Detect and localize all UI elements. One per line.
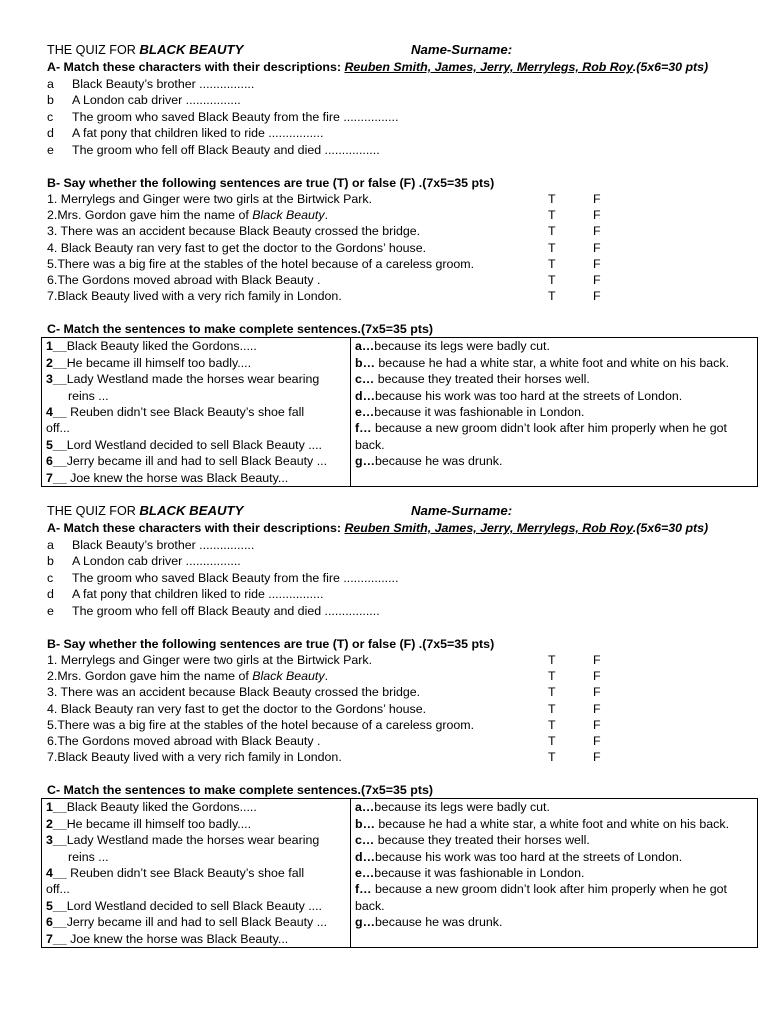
statement — [47, 652, 372, 668]
ending-text: because they treated their horses well. — [374, 372, 590, 387]
ending-letter: b… — [355, 816, 375, 831]
item-description: The groom who saved Black Beauty from the fire ................ — [72, 570, 399, 585]
sentence-ending — [355, 914, 753, 930]
section-a-heading-text: A- Match these characters with their descriptions: — [47, 521, 345, 535]
true-option[interactable]: T — [548, 733, 556, 748]
statement-text: 1. Merrylegs and Ginger were two girls at the Birtwick Park. — [47, 192, 373, 206]
statement — [47, 701, 426, 717]
book-title: BLACK BEAUTY — [139, 42, 244, 57]
sentence-start — [46, 437, 346, 453]
blank-number[interactable]: 7__ — [46, 470, 67, 485]
section-a-characters: Reuben Smith, James, Jerry, Merrylegs, Rob Roy — [344, 521, 633, 535]
false-option[interactable]: F — [593, 272, 601, 287]
statement-end: . — [324, 208, 329, 223]
section-a-characters: Reuben Smith, James, Jerry, Merrylegs, Rob Roy — [344, 60, 633, 74]
list-item — [0, 603, 768, 620]
true-option[interactable]: T — [548, 669, 556, 684]
table-row — [0, 717, 768, 733]
statement-text: 3. There was an accident because Black Beauty crossed the bridge. — [47, 224, 421, 239]
ending-letter: f… — [355, 882, 372, 897]
item-letter: b — [47, 554, 54, 568]
sentence-start-text: He became ill himself too badly.... — [66, 816, 252, 831]
true-option[interactable]: T — [548, 653, 556, 667]
statement-text: 2.Mrs. Gordon gave him the name of — [47, 208, 253, 223]
ending-text: because his work was too hard at the streets of London. — [374, 849, 683, 864]
item-description: Black Beauty’s brother ................ — [72, 76, 255, 91]
true-option[interactable]: T — [548, 240, 556, 255]
statement-text: 6.The Gordons moved abroad with Black Beauty . — [47, 272, 321, 287]
sentence-ending — [355, 355, 753, 371]
matching-table — [41, 798, 758, 948]
spacer — [0, 619, 768, 636]
table-row — [0, 272, 768, 288]
section-a-list — [0, 76, 768, 159]
ending-letter: g… — [355, 454, 375, 469]
sentence-ending — [355, 371, 753, 387]
item-description: A London cab driver ................ — [72, 93, 241, 107]
sentence-start-text: Black Beauty liked the Gordons..... — [66, 339, 257, 354]
sentence-ending — [355, 865, 753, 881]
section-b-list — [0, 652, 768, 765]
item-letter: d — [47, 587, 54, 601]
ending-text: because they treated their horses well. — [374, 833, 590, 848]
false-option[interactable]: F — [593, 208, 601, 223]
sentence-start — [46, 799, 346, 815]
ending-letter: b… — [355, 355, 375, 370]
blank-number[interactable]: 6__ — [46, 915, 67, 930]
item-letter: d — [47, 126, 54, 140]
statement — [47, 240, 426, 256]
true-option[interactable]: T — [548, 272, 556, 287]
false-option[interactable]: F — [593, 240, 601, 255]
sentence-start-text: He became ill himself too badly.... — [66, 355, 252, 370]
item-description: The groom who fell off Black Beauty and died ................ — [72, 603, 380, 618]
statement-text: 5.There was a big fire at the stables of the hotel because of a careless groom. — [47, 717, 475, 732]
section-a-heading — [0, 520, 768, 537]
ending-text: because it was fashionable in London. — [374, 404, 585, 419]
list-item — [0, 109, 768, 126]
statement-text: 7.Black Beauty lived with a very rich family in London. — [47, 750, 342, 765]
statement-text: 7.Black Beauty lived with a very rich family in London. — [47, 289, 342, 304]
table-row — [42, 338, 758, 487]
ending-letter: e… — [355, 865, 375, 880]
sentence-start-continuation: reins ... — [68, 849, 109, 864]
section-a-heading — [0, 59, 768, 76]
true-option[interactable]: T — [548, 750, 556, 765]
sentence-start-text: Reuben didn’t see Black Beauty’s shoe fall — [66, 404, 305, 419]
blank-number[interactable]: 3__ — [46, 833, 67, 848]
item-description: The groom who fell off Black Beauty and died ................ — [72, 142, 380, 157]
false-option[interactable]: F — [593, 717, 601, 732]
blank-number[interactable]: 3__ — [46, 372, 67, 387]
section-c-heading: C- Match the sentences to make complete sentences.(7x5=35 pts) — [47, 782, 433, 797]
ending-letter: f… — [355, 421, 372, 436]
sentence-start — [46, 470, 346, 486]
ending-text: because his work was too hard at the streets of London. — [374, 388, 683, 403]
sentence-start-continuation: reins ... — [68, 388, 109, 403]
item-description: A fat pony that children liked to ride ................ — [72, 587, 324, 601]
blank-number[interactable]: 1__ — [46, 339, 67, 354]
false-option[interactable]: F — [593, 685, 601, 700]
list-item — [0, 125, 768, 142]
quiz-copy-2 — [0, 503, 768, 948]
section-b-list — [0, 191, 768, 304]
table-row — [0, 668, 768, 684]
sentence-start — [46, 898, 346, 914]
statement-text: 2.Mrs. Gordon gave him the name of — [47, 669, 253, 684]
sentence-ending — [355, 816, 753, 832]
false-option[interactable]: F — [593, 733, 601, 748]
table-row — [0, 733, 768, 749]
sentence-ending — [355, 338, 753, 354]
statement — [47, 733, 320, 749]
statement-italic: Black Beauty — [252, 669, 325, 684]
statement — [47, 191, 372, 207]
blank-number[interactable]: 4__ — [46, 404, 67, 419]
ending-letter: g… — [355, 915, 375, 930]
statement-text: 4. Black Beauty ran very fast to get the doctor to the Gordons’ house. — [47, 701, 427, 716]
item-description: The groom who saved Black Beauty from the fire ................ — [72, 109, 399, 124]
table-row — [0, 191, 768, 207]
ending-letter: c… — [355, 372, 375, 387]
title-prefix: THE QUIZ FOR — [47, 504, 140, 518]
statement — [47, 749, 342, 765]
statement — [47, 288, 342, 304]
blank-number[interactable]: 6__ — [46, 454, 67, 469]
sentence-start-text: Lady Westland made the horses wear bearing — [66, 372, 320, 387]
item-description: A London cab driver ................ — [72, 554, 241, 568]
sentence-start-text: Joe knew the horse was Black Beauty... — [66, 931, 289, 946]
false-option[interactable]: F — [593, 653, 601, 667]
true-option[interactable]: T — [548, 256, 556, 271]
list-item — [0, 570, 768, 587]
sentence-start-text: Lord Westland decided to sell Black Beauty .... — [66, 437, 322, 452]
true-option[interactable]: T — [548, 224, 556, 239]
statement — [47, 684, 420, 700]
name-surname-label: Name-Surname: — [411, 503, 513, 518]
blank-number[interactable]: 2__ — [46, 355, 67, 370]
true-option[interactable]: T — [548, 289, 556, 304]
table-row — [0, 288, 768, 304]
section-a-points: .(5x6=30 pts) — [632, 521, 709, 535]
title-row — [0, 503, 768, 520]
sentence-start — [46, 338, 346, 354]
sentence-ending — [355, 453, 753, 469]
statement — [47, 207, 328, 223]
table-row — [0, 684, 768, 700]
ending-text: because a new groom didn’t look after him properly when he got back. — [355, 882, 727, 913]
sentence-start-text: Lady Westland made the horses wear bearing — [66, 833, 320, 848]
statement — [47, 668, 328, 684]
statement-text: 5.There was a big fire at the stables of the hotel because of a careless groom. — [47, 256, 475, 271]
sentence-start — [46, 453, 346, 469]
item-letter: e — [47, 603, 54, 618]
statement-text: 1. Merrylegs and Ginger were two girls at the Birtwick Park. — [47, 653, 373, 667]
sentence-starts-column — [42, 799, 351, 948]
true-option[interactable]: T — [548, 717, 556, 732]
table-row — [42, 799, 758, 948]
ending-letter: a… — [355, 339, 375, 354]
ending-text: because he was drunk. — [374, 915, 503, 930]
table-row — [0, 223, 768, 239]
ending-letter: d… — [355, 388, 375, 403]
false-option[interactable]: F — [593, 750, 601, 765]
sentence-starts-column — [42, 338, 351, 487]
ending-text: because it was fashionable in London. — [374, 865, 585, 880]
true-option[interactable]: T — [548, 208, 556, 223]
title-row — [0, 42, 768, 59]
ending-letter: d… — [355, 849, 375, 864]
sentence-start-text: Jerry became ill and had to sell Black Beauty ... — [66, 915, 328, 930]
sentence-endings-column — [351, 338, 758, 487]
sentence-ending — [355, 881, 753, 914]
list-item — [0, 537, 768, 554]
sentence-start-text: Jerry became ill and had to sell Black Beauty ... — [66, 454, 328, 469]
false-option[interactable]: F — [593, 224, 601, 239]
item-letter: b — [47, 93, 54, 107]
ending-letter: a… — [355, 800, 375, 815]
sentence-start-text: Reuben didn’t see Black Beauty’s shoe fall — [66, 865, 305, 880]
blank-number[interactable]: 2__ — [46, 816, 67, 831]
statement-end: . — [324, 669, 329, 684]
sentence-start-text: Joe knew the horse was Black Beauty... — [66, 470, 289, 485]
item-letter: a — [47, 76, 54, 91]
false-option[interactable]: F — [593, 289, 601, 304]
item-letter: c — [47, 109, 54, 124]
list-item — [0, 586, 768, 603]
statement-text: 4. Black Beauty ran very fast to get the doctor to the Gordons’ house. — [47, 240, 427, 255]
section-b-heading: B- Say whether the following sentences are true (T) or false (F) .(7x5=35 pts) — [47, 175, 495, 190]
statement — [47, 256, 474, 272]
spacer — [0, 158, 768, 175]
quiz-title — [47, 503, 243, 519]
ending-text: because he had a white star, a white foot and white on his back. — [374, 816, 730, 831]
item-letter: c — [47, 570, 54, 585]
list-item — [0, 92, 768, 109]
true-option[interactable]: T — [548, 685, 556, 700]
sentence-start — [46, 816, 346, 832]
sentence-ending — [355, 832, 753, 848]
item-description: A fat pony that children liked to ride ................ — [72, 126, 324, 140]
quiz-title — [47, 42, 243, 58]
book-title: BLACK BEAUTY — [139, 503, 244, 518]
sentence-ending — [355, 404, 753, 420]
ending-letter: e… — [355, 404, 375, 419]
blank-number[interactable]: 1__ — [46, 800, 67, 815]
statement-italic: Black Beauty — [252, 208, 325, 223]
sentence-start — [46, 865, 346, 881]
blank-number[interactable]: 5__ — [46, 437, 67, 452]
blank-number[interactable]: 7__ — [46, 931, 67, 946]
sentence-start — [46, 832, 346, 848]
ending-text: because he was drunk. — [374, 454, 503, 469]
section-a-points: .(5x6=30 pts) — [632, 60, 709, 74]
sentence-start-text: Black Beauty liked the Gordons..... — [66, 800, 257, 815]
false-option[interactable]: F — [593, 256, 601, 271]
table-row — [0, 207, 768, 223]
item-letter: e — [47, 142, 54, 157]
sentence-start — [46, 931, 346, 947]
sentence-start — [46, 404, 346, 420]
table-row — [0, 240, 768, 256]
false-option[interactable]: F — [593, 669, 601, 684]
sentence-start — [46, 914, 346, 930]
list-item — [0, 142, 768, 159]
title-prefix: THE QUIZ FOR — [47, 43, 140, 57]
item-letter: a — [47, 537, 54, 552]
statement-text: 3. There was an accident because Black Beauty crossed the bridge. — [47, 685, 421, 700]
blank-number[interactable]: 5__ — [46, 898, 67, 913]
true-option[interactable]: T — [548, 701, 556, 716]
true-option[interactable]: T — [548, 192, 556, 206]
ending-text: because a new groom didn’t look after him properly when he got back. — [355, 421, 727, 452]
table-row — [0, 256, 768, 272]
sentence-start — [46, 371, 346, 387]
sentence-start — [46, 355, 346, 371]
section-b-heading: B- Say whether the following sentences are true (T) or false (F) .(7x5=35 pts) — [47, 636, 495, 651]
sentence-ending — [355, 849, 753, 865]
ending-text: because he had a white star, a white foot and white on his back. — [374, 355, 730, 370]
ending-text: because its legs were badly cut. — [374, 339, 550, 354]
table-row — [0, 749, 768, 765]
sentence-ending — [355, 420, 753, 453]
ending-letter: c… — [355, 833, 375, 848]
section-c-heading: C- Match the sentences to make complete sentences.(7x5=35 pts) — [47, 321, 433, 336]
list-item — [0, 76, 768, 93]
table-row — [0, 701, 768, 717]
matching-table — [41, 337, 758, 487]
spacer — [0, 765, 768, 782]
spacer — [0, 304, 768, 321]
statement — [47, 272, 320, 288]
sentence-ending — [355, 799, 753, 815]
section-a-heading-text: A- Match these characters with their descriptions: — [47, 60, 345, 74]
section-a-list — [0, 537, 768, 620]
sentence-start-continuation: off... — [46, 882, 70, 897]
false-option[interactable]: F — [593, 192, 601, 206]
item-description: Black Beauty’s brother ................ — [72, 537, 255, 552]
ending-text: because its legs were badly cut. — [374, 800, 550, 815]
sentence-start-continuation: off... — [46, 421, 70, 436]
list-item — [0, 553, 768, 570]
sentence-endings-column — [351, 799, 758, 948]
false-option[interactable]: F — [593, 701, 601, 716]
statement — [47, 717, 474, 733]
sentence-ending — [355, 388, 753, 404]
quiz-copy-1 — [0, 42, 768, 487]
sentence-start-text: Lord Westland decided to sell Black Beauty .... — [66, 898, 322, 913]
blank-number[interactable]: 4__ — [46, 865, 67, 880]
statement-text: 6.The Gordons moved abroad with Black Beauty . — [47, 733, 321, 748]
table-row — [0, 652, 768, 668]
name-surname-label: Name-Surname: — [411, 42, 513, 57]
statement — [47, 223, 420, 239]
